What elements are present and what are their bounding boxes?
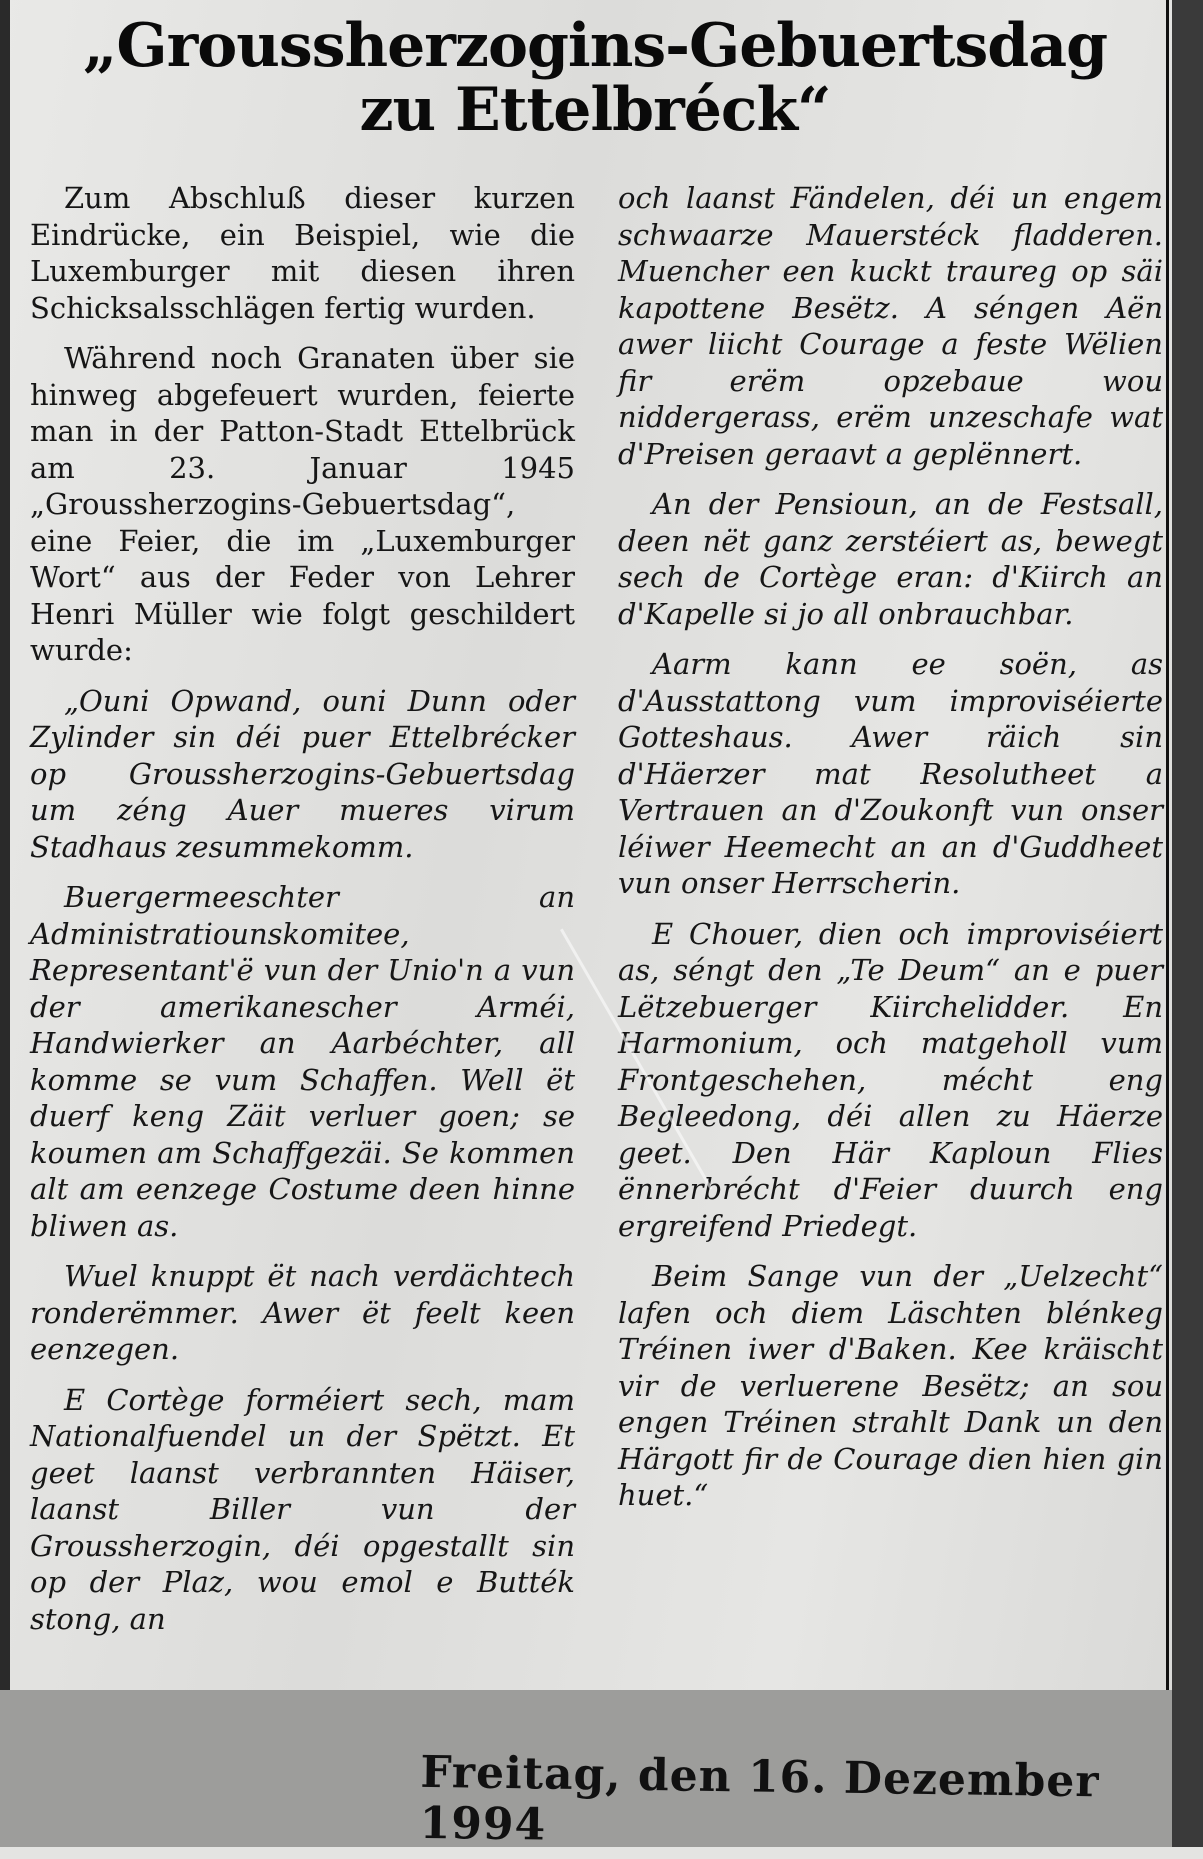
paragraph: Während noch Granaten über sie hinweg abgefeuert wurden, feierte man in der Patton-Stadt Ettelbrück am 23. Januar 1945 „Groussherzogins-Gebuertsdag“, eine Feier, die im „Luxemburger Wort“ aus der Feder von Lehrer Henri Müller wie folgt geschildert wurde: [30, 341, 575, 667]
paragraph: Buergermeeschter an Administratiounskomitee, Representant'ë vun der Unio'n a vun der amerikanescher Arméi, Handwierker an Aarbéchter, all komme se vum Schaffen. Well ët duerf keng Zäit verluer goen; se koumen am Schaffgezäi. Se kommen alt am eenzege Costume deen hinne bliwen as. [30, 880, 575, 1243]
paragraph: och laanst Fändelen, déi un engem schwaarze Mauerstéck fladderen. Muencher een kuckt traureg op säi kapottene Besëtz. A séngen Aën awer liicht Courage a feste Wëlien fir erëm opzebaue wou niddergerass, erëm unzeschafe wat d'Preisen geraavt a geplënnert. [618, 181, 1163, 471]
paragraph: Zum Abschluß dieser kurzen Eindrücke, ein Beispiel, wie die Luxemburger mit diesen ihren Schicksalsschlägen fertig wurden. [30, 181, 575, 325]
paragraph: E Chouer, dien och improviséiert as, séngt den „Te Deum“ an e puer Lëtzebuerger Kiirchelidder. En Harmonium, och matgeholl vum Frontgeschehen, mécht eng Begleedong, déi allen zu Häerze geet. Den Här Kaploun Flies ënnerbrécht d'Feier duurch eng ergreifend Priedegt. [618, 916, 1163, 1243]
publication-dateline: Freitag, den 16. Dezember 1994 [419, 1746, 1100, 1851]
article-headline [20, 11, 1170, 145]
scan-edge-right [1172, 0, 1203, 1847]
paragraph: Wuel knuppt ët nach verdächtech ronderëmmer. Awer ët feelt keen eenzegen. [30, 1259, 575, 1366]
paragraph: Aarm kann ee soën, as d'Ausstattong vum improviséierte Gotteshaus. Awer räich sin d'Häerzer mat Resolutheet a Vertrauen an d'Zoukonft vun onser léiwer Heemecht an an d'Guddheet vun onser Herrscherin. [618, 647, 1163, 900]
paragraph: E Cortège forméiert sech, mam Nationalfuendel un der Spëtzt. Et geet laanst verbrannten Häiser, laanst Biller vun der Groussherzogin, déi opgestallt sin op der Plaz, wou emol e Butték stong, an [30, 1382, 575, 1636]
paragraph: An der Pensioun, an de Festsall, deen nët ganz zerstéiert as, bewegt sech de Cortège eran: d'Kiirch an d'Kapelle si jo all onbrauchbar. [618, 487, 1163, 631]
paragraph: Beim Sange vun der „Uelzecht“ lafen och diem Läschten blénkeg Tréinen iwer d'Baken. Kee kräischt vir de verluerene Besëtz; an sou engen Tréinen strahlt Dank un den Härgott fir de Courage dien hien gin huet.“ [618, 1259, 1163, 1512]
article-column-left [30, 180, 575, 1651]
headline-line-2: zu Ettelbréck“ [359, 75, 831, 145]
clipping-border [1166, 0, 1169, 1847]
headline-line-1: „Groussherzogins-Gebuertsdag [82, 11, 1108, 81]
article-column-right [618, 180, 1163, 1528]
scan-edge-left [0, 0, 10, 1847]
paragraph: „Ouni Opwand, ouni Dunn oder Zylinder sin déi puer Ettelbrécker op Groussherzogins-Gebuertsdag um zéng Auer mueres virum Stadhaus zesummekomm. [30, 683, 575, 864]
